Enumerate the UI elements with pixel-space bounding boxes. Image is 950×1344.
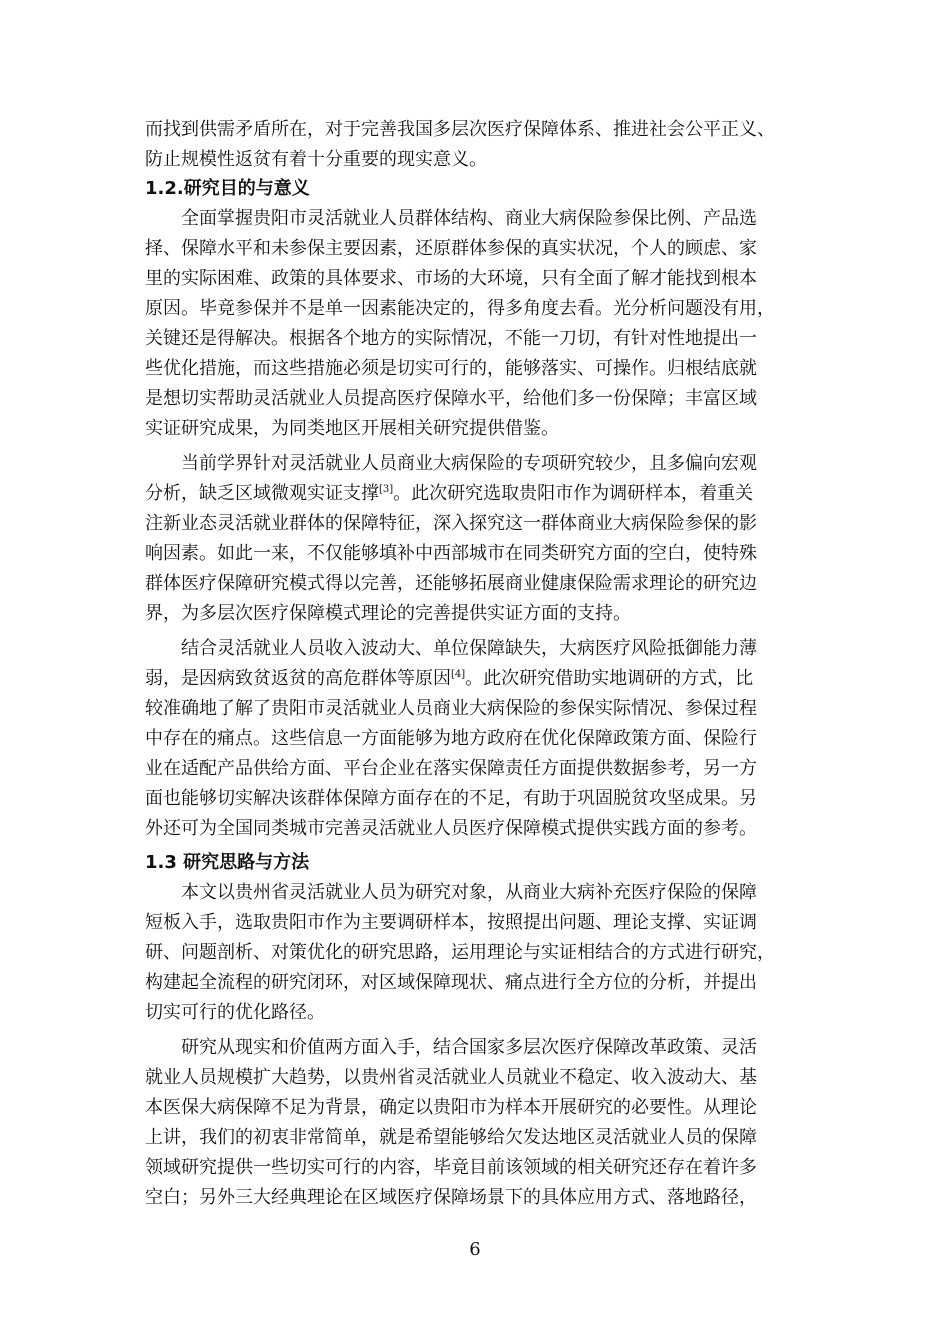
page-number: 6 [469, 1239, 481, 1260]
text-line: 原因。毕竟参保并不是单一因素能决定的，得多角度去看。光分析问题没有用， [145, 298, 775, 319]
text-line: 短板入手，选取贵阳市作为主要调研样本，按照提出问题、理论支撑、实证调 [145, 912, 757, 933]
text-line: 实证研究成果，为同类地区开展相关研究提供借鉴。 [145, 418, 559, 439]
citation-ref: [4] [451, 669, 466, 680]
text-line: 响因素。如此一来，不仅能够填补中西部城市在同类研究方面的空白，使特殊 [145, 543, 757, 564]
text-line: 较准确地了解了贵阳市灵活就业人员商业大病保险的参保实际情况、参保过程 [145, 698, 757, 719]
text-line: 些优化措施，而这些措施必须是切实可行的，能够落实、可操作。归根结底就 [145, 358, 757, 379]
text-line: 防止规模性返贫有着十分重要的现实意义。 [145, 149, 487, 170]
text-line: 择、保障水平和未参保主要因素，还原群体参保的真实状况，个人的顾虑、家 [145, 238, 757, 259]
text-line: 研、问题剖析、对策优化的研究思路，运用理论与实证相结合的方式进行研究， [145, 942, 775, 963]
text-line: 群体医疗保障研究模式得以完善，还能够拓展商业健康保险需求理论的研究边 [145, 573, 757, 594]
text-line: 界，为多层次医疗保障模式理论的完善提供实证方面的支持。 [145, 603, 631, 624]
text-line: 外还可为全国同类城市完善灵活就业人员医疗保障模式提供实践方面的参考。 [145, 818, 757, 839]
text-line: 切实可行的优化路径。 [145, 1002, 325, 1023]
text-line-with-citation [145, 479, 810, 509]
text-line: 业在适配产品供给方面、平台企业在落实保障责任方面提供数据参考，另一方 [145, 758, 757, 779]
section-heading: 1.2.研究目的与意义 [145, 178, 310, 199]
text-line: 就业人员规模扩大趋势，以贵州省灵活就业人员就业不稳定、收入波动大、基 [145, 1067, 757, 1088]
text-line: 本医保大病保障不足为背景，确定以贵阳市为样本开展研究的必要性。从理论 [145, 1097, 757, 1118]
text-line: 面也能够切实解决该群体保障方面存在的不足，有助于巩固脱贫攻坚成果。另 [145, 788, 757, 809]
section-heading: 1.3 研究思路与方法 [145, 852, 310, 873]
text-segment: 分析，缺乏区域微观实证支撑 [145, 483, 379, 504]
text-line: 当前学界针对灵活就业人员商业大病保险的专项研究较少，且多偏向宏观 [181, 453, 757, 474]
text-segment: 。此次研究选取贵阳市作为调研样本，着重关 [393, 483, 754, 504]
text-line: 本文以贵州省灵活就业人员为研究对象，从商业大病补充医疗保险的保障 [181, 882, 757, 903]
text-line: 而找到供需矛盾所在，对于完善我国多层次医疗保障体系、推进社会公平正义、 [145, 119, 775, 140]
text-line: 结合灵活就业人员收入波动大、单位保障缺失，大病医疗风险抵御能力薄 [181, 638, 757, 659]
text-line: 中存在的痛点。这些信息一方面能够为地方政府在优化保障政策方面、保险行 [145, 728, 757, 749]
text-line: 关键还是得解决。根据各个地方的实际情况，不能一刀切，有针对性地提出一 [145, 328, 757, 349]
text-line: 空白；另外三大经典理论在区域医疗保障场景下的具体应用方式、落地路径， [145, 1187, 757, 1208]
text-segment: 弱，是因病致贫返贫的高危群体等原因 [145, 668, 451, 689]
text-line: 上讲，我们的初衷非常简单，就是希望能够给欠发达地区灵活就业人员的保障 [145, 1127, 757, 1148]
citation-ref: [3] [379, 484, 394, 495]
text-line: 研究从现实和价值两方面入手，结合国家多层次医疗保障改革政策、灵活 [181, 1037, 757, 1058]
text-segment: 。此次研究借助实地调研的方式，比 [465, 668, 754, 689]
text-line: 构建起全流程的研究闭环，对区域保障现状、痛点进行全方位的分析，并提出 [145, 972, 757, 993]
text-line: 注新业态灵活就业群体的保障特征，深入探究这一群体商业大病保险参保的影 [145, 513, 757, 534]
text-line: 领域研究提供一些切实可行的内容，毕竟目前该领域的相关研究还存在着许多 [145, 1157, 757, 1178]
text-line: 里的实际困难、政策的具体要求、市场的大环境，只有全面了解才能找到根本 [145, 268, 757, 289]
text-line-with-citation [145, 664, 810, 694]
text-line: 是想切实帮助灵活就业人员提高医疗保障水平，给他们多一份保障；丰富区域 [145, 388, 757, 409]
text-line: 全面掌握贵阳市灵活就业人员群体结构、商业大病保险参保比例、产品选 [181, 208, 757, 229]
